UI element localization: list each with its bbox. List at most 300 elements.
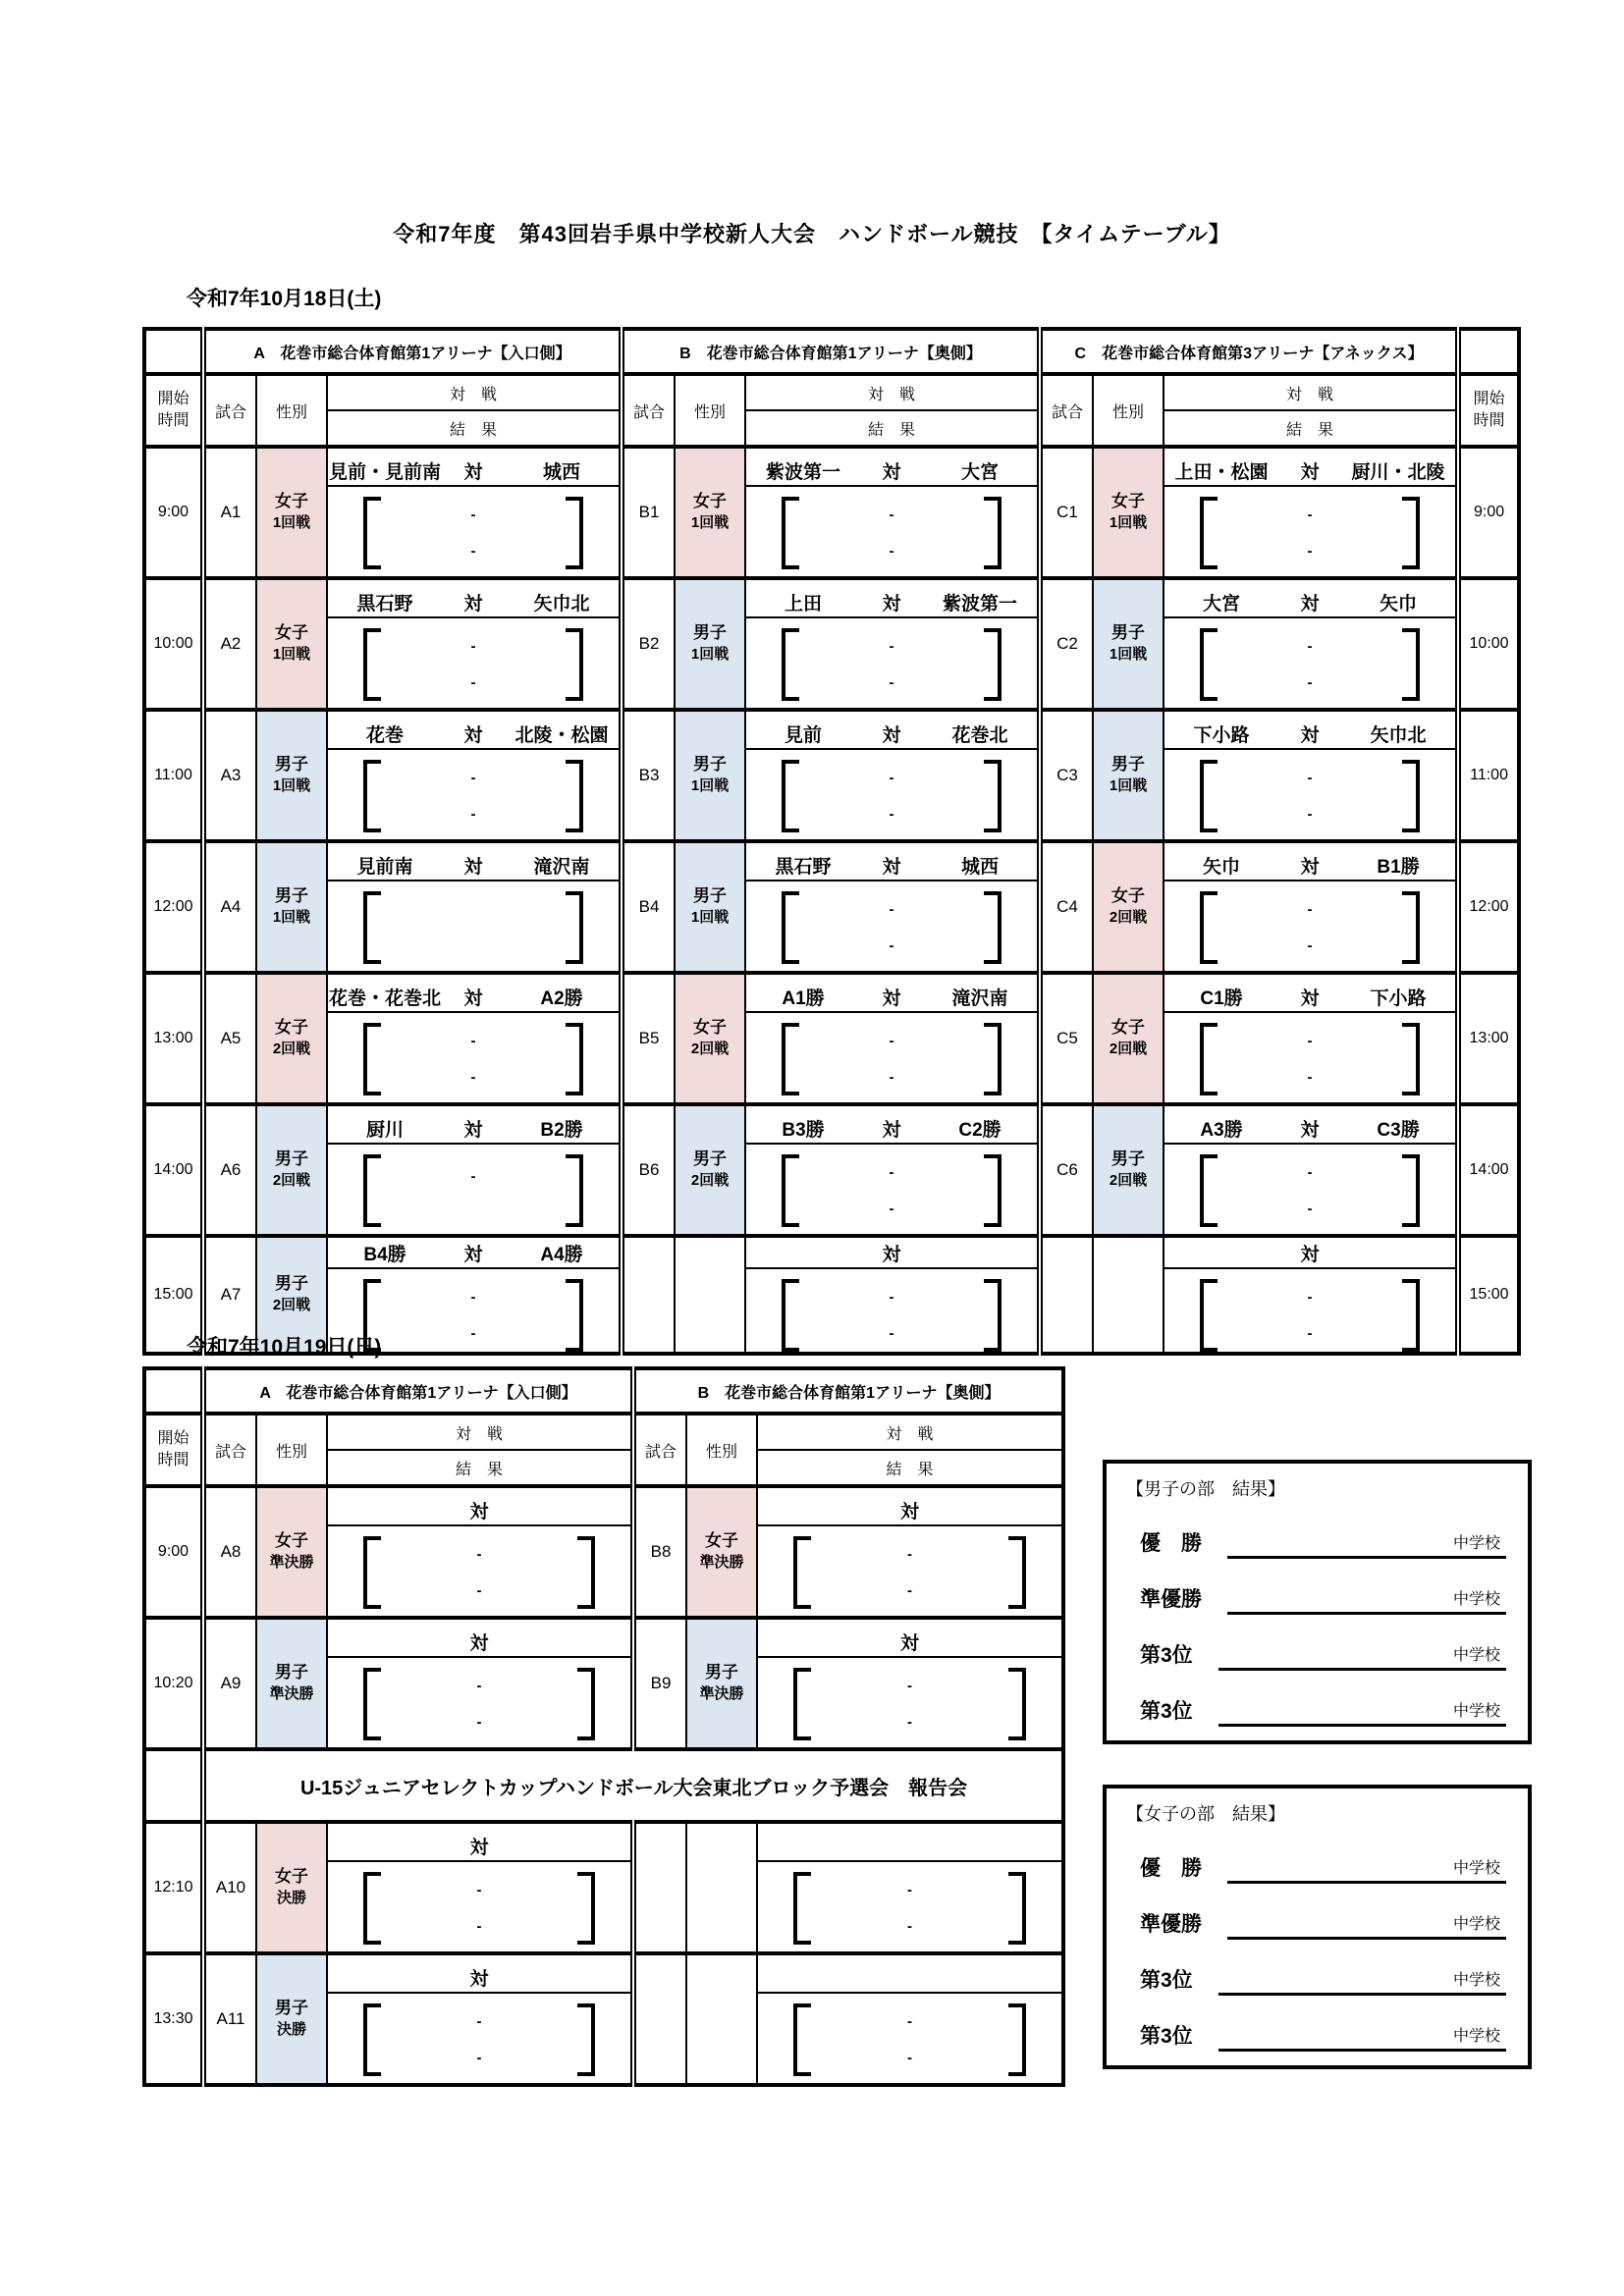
- match-cell: [327, 841, 622, 973]
- team1: 紫波第一: [766, 461, 841, 483]
- vs-label: 対: [1300, 856, 1320, 878]
- schedule-row: [144, 710, 1519, 841]
- rank-label: 優 勝: [1140, 1857, 1202, 1880]
- team2: C2勝: [958, 1119, 1001, 1141]
- score-bracket: [1200, 891, 1420, 964]
- score-top: -: [1307, 507, 1313, 523]
- gender-label: 男子: [275, 1149, 308, 1168]
- round-label: 1回戦: [272, 514, 311, 531]
- teams-row: [746, 850, 1037, 881]
- match-cell: [745, 1104, 1040, 1236]
- score-bracket: [782, 1023, 1001, 1095]
- gender-cell: [1093, 973, 1164, 1104]
- match-cell: [327, 1486, 633, 1618]
- teams-row: [746, 587, 1037, 618]
- match-no-cell: B3: [622, 710, 675, 841]
- match-cell: [1164, 1104, 1458, 1236]
- vs-label: 対: [469, 1632, 489, 1654]
- score-top: -: [889, 770, 894, 786]
- start-time-cell: 11:00: [144, 710, 203, 841]
- match-no-cell: B5: [622, 973, 675, 1104]
- score-dashes: [381, 1668, 577, 1740]
- score-dashes: [1218, 891, 1402, 964]
- bracket-right-icon: [1402, 1154, 1420, 1227]
- round-label: 2回戦: [1109, 1041, 1148, 1057]
- start-time-header: 開始 時間: [144, 374, 203, 447]
- school-suffix: 中学校: [1452, 1591, 1500, 1608]
- teams-row: [328, 850, 619, 881]
- schedule-row: [144, 447, 1519, 578]
- bracket-right-icon: [566, 891, 583, 964]
- match-cell: [745, 447, 1040, 578]
- bracket-right-icon: [577, 1872, 595, 1945]
- team2: 滝沢南: [533, 856, 590, 878]
- score-bottom: -: [1307, 674, 1313, 691]
- venue-b-header: B 花巻市総合体育館第1アリーナ【奥側】: [622, 329, 1040, 374]
- schedule-row: [144, 841, 1519, 973]
- start-time-cell-right: 12:00: [1458, 841, 1519, 973]
- bracket-left-icon: [782, 1279, 799, 1352]
- score-bottom: -: [470, 1069, 476, 1086]
- vs-label: 対: [882, 461, 901, 483]
- team2: 紫波第一: [943, 593, 1018, 614]
- teams-row: [328, 1627, 630, 1658]
- team2: 花巻北: [951, 724, 1008, 746]
- match-no-cell: C3: [1040, 710, 1093, 841]
- score-bottom: -: [889, 674, 894, 691]
- gender-label: 男子: [275, 755, 308, 774]
- gender-cell: [256, 578, 327, 710]
- result-blank-line: [1218, 1967, 1506, 1996]
- vs-result-header: 対 戦 結 果: [757, 1414, 1063, 1486]
- team1: A3勝: [1200, 1119, 1243, 1141]
- vs-result-header: 対 戦 結 果: [745, 374, 1040, 447]
- gender-cell: [256, 1104, 327, 1236]
- vs-label: 対: [463, 1119, 483, 1141]
- match-cell: [757, 1953, 1063, 2085]
- team2: 北陵・松園: [514, 724, 609, 746]
- result-row: [1140, 1940, 1506, 1996]
- day1-date-heading: 令和7年10月18日(土): [187, 288, 382, 310]
- result-row: [1140, 1615, 1506, 1671]
- results-box-title: 【女子の部 結果】: [1126, 1804, 1285, 1824]
- bracket-left-icon: [1200, 497, 1218, 569]
- gender-cell: [256, 1486, 327, 1618]
- score-bottom: -: [907, 1714, 913, 1731]
- bracket-left-icon: [363, 891, 381, 964]
- score-bottom: -: [1307, 1069, 1313, 1086]
- score-dashes: [811, 1668, 1008, 1740]
- score-top: -: [476, 1546, 482, 1563]
- team1: 見前・見前南: [329, 461, 442, 483]
- score-dashes: [1218, 1023, 1402, 1095]
- team2: A4勝: [540, 1244, 583, 1265]
- bracket-right-icon: [566, 1154, 583, 1227]
- start-time-cell: 9:00: [144, 1486, 203, 1618]
- note-row: [144, 1749, 1063, 1822]
- gender-label: 男子: [693, 1149, 728, 1168]
- vs-label: 対: [463, 593, 483, 614]
- score-bottom: -: [476, 1582, 482, 1599]
- match-no-cell: C1: [1040, 447, 1093, 578]
- vs-label: 対: [463, 461, 483, 483]
- gender-header: 性別: [1093, 374, 1164, 447]
- match-no-cell: [633, 1822, 686, 1953]
- score-dashes: [799, 628, 984, 701]
- gender-label: 男子: [275, 1274, 308, 1293]
- result-blank-line: [1227, 1586, 1506, 1615]
- bracket-right-icon: [566, 1023, 583, 1095]
- teams-row: [328, 1962, 630, 1994]
- gender-cell: [686, 1618, 757, 1749]
- round-label: 準決勝: [699, 1554, 744, 1571]
- result-blank-line: [1227, 1530, 1506, 1559]
- vs-label: 対: [1300, 988, 1320, 1009]
- bracket-right-icon: [566, 628, 583, 701]
- teams-row: [328, 1495, 630, 1526]
- score-top: -: [470, 638, 476, 655]
- start-time-cell: 13:30: [144, 1953, 203, 2085]
- score-top: -: [476, 1882, 482, 1898]
- score-bottom: -: [889, 1201, 894, 1217]
- bracket-right-icon: [984, 1279, 1001, 1352]
- score-dashes: [381, 1023, 566, 1095]
- score-bottom: -: [470, 806, 476, 823]
- team2: B1勝: [1377, 856, 1420, 878]
- vs-result-header: 対 戦 結 果: [327, 374, 622, 447]
- score-bracket: [363, 1668, 595, 1740]
- bracket-right-icon: [1402, 628, 1420, 701]
- vs-label: 対: [882, 1119, 901, 1141]
- school-suffix: 中学校: [1452, 1703, 1500, 1720]
- team2: 厨川・北陵: [1351, 461, 1445, 483]
- score-dashes: [381, 628, 566, 701]
- page-title: 令和7年度 第43回岩手県中学校新人大会 ハンドボール競技 【タイムテーブル】: [393, 222, 1231, 246]
- teams-row: [758, 1962, 1061, 1994]
- gender-cell: [675, 447, 745, 578]
- teams-row: [328, 1831, 630, 1862]
- score-bracket: [363, 1536, 595, 1609]
- start-time-header: 開始 時間: [1458, 374, 1519, 447]
- schedule-row: [144, 1953, 1063, 2085]
- match-no-cell: C6: [1040, 1104, 1093, 1236]
- score-top: -: [889, 901, 894, 918]
- score-bracket: [363, 2003, 595, 2076]
- teams-row: [1164, 1113, 1455, 1145]
- score-top: -: [1307, 1164, 1313, 1181]
- match-cell: [745, 841, 1040, 973]
- score-bracket: [1200, 1154, 1420, 1227]
- match-header: 試合: [633, 1414, 686, 1486]
- team1: B4勝: [363, 1244, 406, 1265]
- score-bracket: [793, 2003, 1026, 2076]
- bracket-left-icon: [363, 1668, 381, 1740]
- match-cell: [1164, 447, 1458, 578]
- gender-cell: [675, 973, 745, 1104]
- round-label: 準決勝: [269, 1554, 314, 1571]
- result-row: [1140, 1884, 1506, 1940]
- team2: 矢巾北: [1370, 724, 1427, 746]
- bracket-right-icon: [577, 2003, 595, 2076]
- score-bottom: -: [889, 543, 894, 560]
- rank-label: 準優勝: [1140, 1913, 1202, 1936]
- score-bottom: -: [1307, 937, 1313, 954]
- score-top: -: [889, 1033, 894, 1049]
- bracket-left-icon: [782, 1023, 799, 1095]
- match-cell: [745, 578, 1040, 710]
- round-label: 1回戦: [1109, 646, 1148, 663]
- result-blank-line: [1218, 1698, 1506, 1727]
- bracket-right-icon: [984, 497, 1001, 569]
- vs-label: 対: [463, 988, 483, 1009]
- schedule-row: [144, 1104, 1519, 1236]
- gender-header: 性別: [686, 1414, 757, 1486]
- score-dashes: [799, 1023, 984, 1095]
- gender-label: 男子: [693, 623, 728, 642]
- score-bracket: [363, 1279, 583, 1352]
- gender-label: 女子: [1111, 886, 1146, 905]
- score-dashes: [811, 1872, 1008, 1945]
- bracket-right-icon: [577, 1668, 595, 1740]
- match-cell: [327, 1618, 633, 1749]
- team1: B3勝: [782, 1119, 825, 1141]
- teams-row: [746, 455, 1037, 487]
- start-time-cell: 12:00: [144, 841, 203, 973]
- score-dashes: [381, 1154, 566, 1227]
- round-label: 2回戦: [1109, 1172, 1148, 1189]
- score-bottom: -: [889, 1069, 894, 1086]
- gender-cell: [686, 1822, 757, 1953]
- teams-row: [1164, 587, 1455, 618]
- score-top: -: [1307, 1289, 1313, 1306]
- team1: C1勝: [1200, 988, 1243, 1009]
- score-bottom: -: [1307, 1201, 1313, 1217]
- timetable-day1: [142, 327, 1521, 1356]
- score-top: -: [907, 1678, 913, 1694]
- result-blank-line: [1227, 1855, 1506, 1884]
- vs-label: 対: [463, 856, 483, 878]
- score-top: -: [476, 1678, 482, 1694]
- vs-result-header: 対 戦 結 果: [1164, 374, 1458, 447]
- match-header: 試合: [203, 374, 256, 447]
- match-cell: [327, 1822, 633, 1953]
- gender-cell: [1093, 447, 1164, 578]
- match-header: 試合: [1040, 374, 1093, 447]
- start-time-cell: 12:10: [144, 1822, 203, 1953]
- score-top: -: [889, 638, 894, 655]
- teams-row: [328, 1238, 619, 1269]
- vs-label: 対: [882, 724, 901, 746]
- start-time-header: 開始 時間: [144, 1414, 203, 1486]
- vs-label: 対: [882, 1244, 901, 1265]
- team1: 上田: [785, 593, 823, 614]
- score-top: -: [907, 1546, 913, 1563]
- score-top: -: [907, 1882, 913, 1898]
- bracket-right-icon: [1008, 2003, 1026, 2076]
- gender-label: 男子: [693, 755, 728, 774]
- team1: 見前: [785, 724, 823, 746]
- bracket-left-icon: [782, 760, 799, 832]
- gender-header: 性別: [256, 374, 327, 447]
- score-top: -: [907, 2013, 913, 2030]
- team1: 下小路: [1193, 724, 1250, 746]
- gender-label: 女子: [275, 1867, 308, 1886]
- bracket-left-icon: [793, 1872, 811, 1945]
- bracket-right-icon: [1008, 1668, 1026, 1740]
- start-time-cell-right: 15:00: [1458, 1236, 1519, 1354]
- score-bracket: [363, 497, 583, 569]
- start-time-cell: 13:00: [144, 973, 203, 1104]
- score-bottom: -: [907, 2050, 913, 2066]
- teams-row: [746, 719, 1037, 750]
- match-no-cell: A4: [203, 841, 256, 973]
- vs-label: 対: [1300, 1244, 1320, 1265]
- corner-cell: [144, 1368, 203, 1414]
- bracket-right-icon: [566, 497, 583, 569]
- score-bottom: -: [1307, 806, 1313, 823]
- match-cell: [745, 973, 1040, 1104]
- bracket-right-icon: [984, 628, 1001, 701]
- match-cell: [1164, 841, 1458, 973]
- match-no-cell: B9: [633, 1618, 686, 1749]
- score-dashes: [381, 891, 566, 964]
- score-bottom: -: [907, 1582, 913, 1599]
- gender-label: 女子: [1111, 1018, 1146, 1037]
- match-cell: [1164, 710, 1458, 841]
- bracket-left-icon: [1200, 891, 1218, 964]
- team2: 城西: [961, 856, 1000, 878]
- score-dashes: [1218, 628, 1402, 701]
- round-label: 決勝: [276, 2021, 306, 2038]
- round-label: 1回戦: [272, 909, 311, 926]
- match-cell: [757, 1822, 1063, 1953]
- match-no-cell: A3: [203, 710, 256, 841]
- result-blank-line: [1227, 1911, 1506, 1940]
- school-suffix: 中学校: [1452, 2028, 1500, 2045]
- result-blank-line: [1218, 2023, 1506, 2052]
- score-dashes: [381, 1872, 577, 1945]
- result-row: [1140, 1503, 1506, 1559]
- gender-cell: [675, 710, 745, 841]
- bracket-left-icon: [793, 1536, 811, 1609]
- gender-label: 女子: [693, 1018, 728, 1037]
- round-label: 1回戦: [690, 646, 730, 663]
- match-cell: [327, 710, 622, 841]
- vs-label: 対: [463, 724, 483, 746]
- teams-row: [328, 587, 619, 618]
- column-header-row: [144, 374, 1519, 447]
- gender-label: 男子: [1111, 1149, 1146, 1168]
- match-cell: [327, 1953, 633, 2085]
- score-bottom: -: [476, 2050, 482, 2066]
- school-suffix: 中学校: [1452, 1916, 1500, 1933]
- match-no-cell: B1: [622, 447, 675, 578]
- bracket-right-icon: [577, 1536, 595, 1609]
- score-dashes: [381, 1536, 577, 1609]
- team2: B2勝: [540, 1119, 583, 1141]
- match-no-cell: C4: [1040, 841, 1093, 973]
- results-box-title: 【男子の部 結果】: [1126, 1479, 1285, 1499]
- vs-label: 対: [1300, 1119, 1320, 1141]
- rank-label: 第3位: [1140, 1969, 1193, 1992]
- team2: 城西: [543, 461, 581, 483]
- gender-label: 男子: [275, 1663, 308, 1682]
- schedule-row: [144, 578, 1519, 710]
- gender-label: 男子: [693, 886, 728, 905]
- school-suffix: 中学校: [1452, 1972, 1500, 1989]
- match-no-cell: A8: [203, 1486, 256, 1618]
- round-label: 1回戦: [690, 514, 730, 531]
- vs-label: 対: [469, 1968, 489, 1990]
- school-suffix: 中学校: [1452, 1535, 1500, 1552]
- gender-label: 女子: [693, 492, 728, 510]
- bracket-right-icon: [1402, 497, 1420, 569]
- round-label: 準決勝: [699, 1685, 744, 1702]
- score-bracket: [363, 1023, 583, 1095]
- score-bracket: [782, 1279, 1001, 1352]
- start-time-cell: 9:00: [144, 447, 203, 578]
- round-label: 1回戦: [272, 646, 311, 663]
- gender-label: 男子: [1111, 755, 1146, 774]
- gender-cell: [256, 1822, 327, 1953]
- gender-cell: [675, 1236, 745, 1354]
- score-bottom: -: [470, 674, 476, 691]
- start-time-cell: 10:00: [144, 578, 203, 710]
- bracket-right-icon: [1402, 1023, 1420, 1095]
- bracket-left-icon: [793, 2003, 811, 2076]
- teams-row: [746, 1113, 1037, 1145]
- score-bottom: -: [889, 806, 894, 823]
- score-dashes: [381, 1279, 566, 1352]
- match-cell: [1164, 578, 1458, 710]
- teams-row: [1164, 982, 1455, 1013]
- match-cell: [757, 1486, 1063, 1618]
- vs-label: 対: [900, 1632, 920, 1654]
- score-bracket: [363, 1154, 583, 1227]
- bracket-left-icon: [782, 1154, 799, 1227]
- corner-cell: [1458, 329, 1519, 374]
- vs-label: 対: [882, 988, 901, 1009]
- match-no-cell: B8: [633, 1486, 686, 1618]
- score-top: -: [470, 1033, 476, 1049]
- score-bracket: [363, 891, 583, 964]
- match-no-cell: A5: [203, 973, 256, 1104]
- team2: A2勝: [540, 988, 583, 1009]
- vs-label: 対: [1300, 461, 1320, 483]
- gender-cell: [256, 973, 327, 1104]
- teams-row: [758, 1831, 1061, 1862]
- score-bottom: -: [476, 1714, 482, 1731]
- bracket-left-icon: [363, 628, 381, 701]
- team1: 矢巾: [1203, 856, 1241, 878]
- gender-cell: [1093, 841, 1164, 973]
- rank-label: 第3位: [1140, 1700, 1193, 1723]
- gender-cell: [1093, 578, 1164, 710]
- teams-row: [758, 1627, 1061, 1658]
- gender-header: 性別: [675, 374, 745, 447]
- venue-header-row: [144, 1368, 1063, 1414]
- score-top: -: [470, 1167, 476, 1185]
- round-label: 2回戦: [1109, 909, 1148, 926]
- team2: 滝沢南: [951, 988, 1008, 1009]
- score-dashes: [381, 760, 566, 832]
- bracket-left-icon: [1200, 1279, 1218, 1352]
- rank-label: 第3位: [1140, 2025, 1193, 2048]
- teams-row: [328, 455, 619, 487]
- start-time-cell: 14:00: [144, 1104, 203, 1236]
- teams-row: [328, 719, 619, 750]
- vs-result-header: 対 戦 結 果: [327, 1414, 633, 1486]
